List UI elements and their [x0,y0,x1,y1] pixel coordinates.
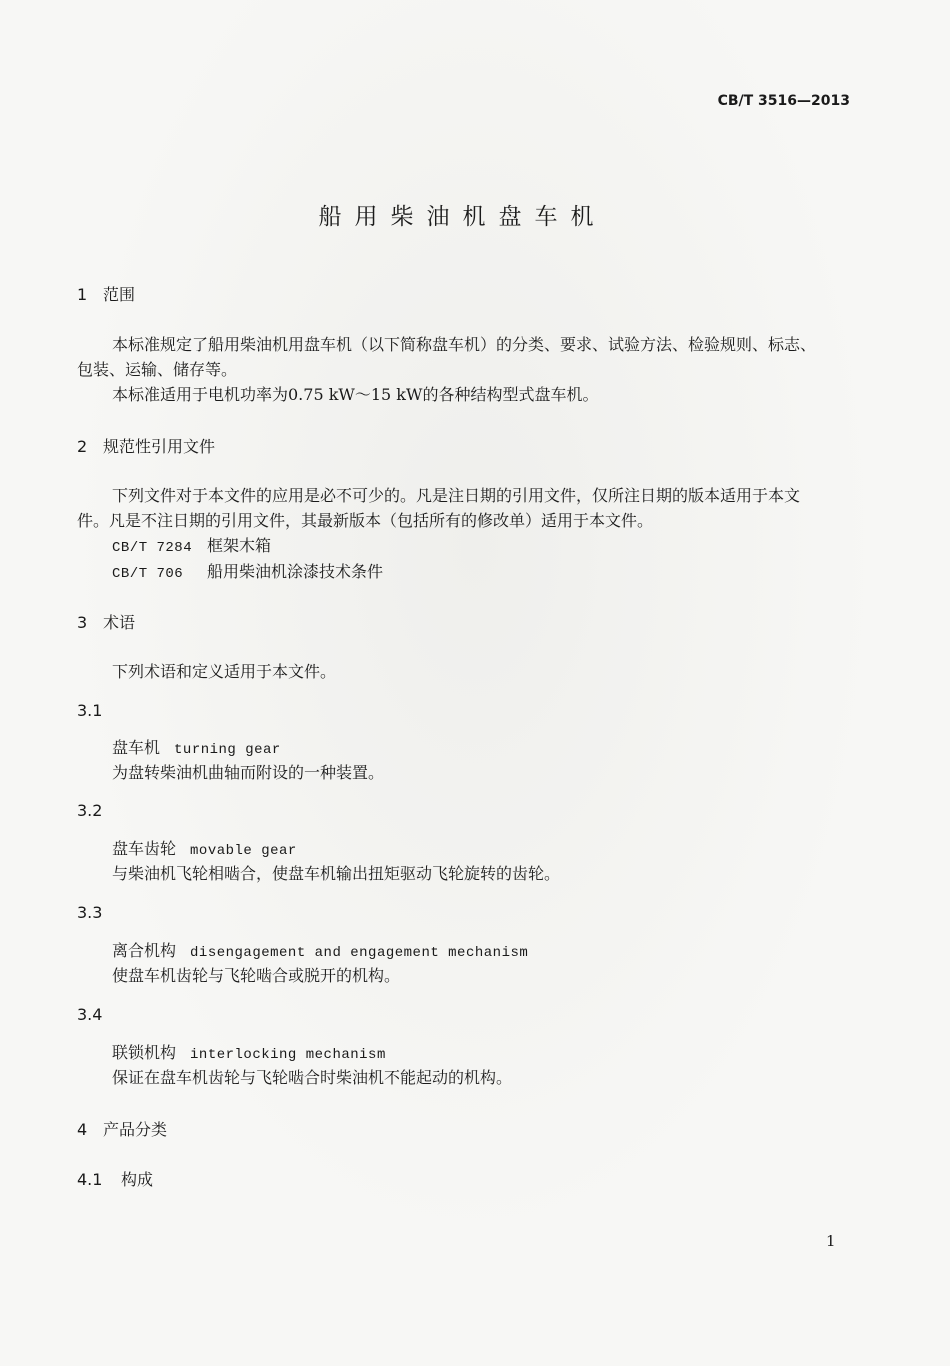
section-title: 范围 [103,285,136,304]
section-number: 1 [77,285,88,304]
paragraph: 本标准适用于电机功率为0.75 kW～15 kW的各种结构型式盘车机。 [112,385,599,404]
term-number: 3.2 [77,801,103,820]
reference-code: CB/T 7284 [112,540,193,556]
reference-item [112,536,271,558]
section-2-heading [77,437,215,457]
paragraph: 本标准规定了船用柴油机用盘车机（以下简称盘车机）的分类、要求、试验方法、检验规则、标志、 [112,335,817,354]
page-number: 1 [826,1232,836,1250]
reference-code: CB/T 706 [112,566,184,582]
term-name [112,738,281,760]
reference-name: 框架木箱 [207,536,272,555]
term-definition: 保证在盘车机齿轮与飞轮啮合时柴油机不能起动的机构。 [112,1068,513,1087]
term-name [112,839,297,861]
term-definition: 为盘转柴油机曲轴而附设的一种装置。 [112,763,385,782]
term-definition: 与柴油机飞轮相啮合，使盘车机输出扭矩驱动飞轮旋转的齿轮。 [112,864,561,883]
section-4-heading [77,1120,167,1140]
section-title: 术语 [103,613,136,632]
term-en: disengagement and engagement mechanism [190,945,529,961]
term-name [112,1043,386,1065]
section-number: 3 [77,613,88,632]
paragraph: 下列术语和定义适用于本文件。 [112,662,337,681]
standard-number: CB/T 3516—2013 [717,93,850,109]
section-1-heading [77,285,135,305]
term-zh: 盘车机 [112,738,161,757]
reference-name: 船用柴油机涂漆技术条件 [207,562,384,581]
document-title: 船用柴油机盘车机 [318,204,607,230]
term-en: interlocking mechanism [190,1047,386,1063]
subsection-4-1-heading [77,1170,153,1190]
term-name [112,941,528,963]
subsection-title: 构成 [121,1170,154,1189]
term-number: 3.1 [77,701,103,720]
section-number: 4 [77,1120,88,1139]
term-number: 3.4 [77,1005,103,1024]
term-zh: 盘车齿轮 [112,839,177,858]
subsection-number: 4.1 [77,1170,103,1189]
section-3-heading [77,613,135,633]
term-definition: 使盘车机齿轮与飞轮啮合或脱开的机构。 [112,966,401,985]
term-number: 3.3 [77,903,103,922]
reference-item [112,562,383,584]
paragraph: 下列文件对于本文件的应用是必不可少的。凡是注日期的引用文件，仅所注日期的版本适用于本文 [112,486,801,505]
term-en: movable gear [190,843,297,859]
term-zh: 联锁机构 [112,1043,177,1062]
term-zh: 离合机构 [112,941,177,960]
paragraph: 包装、运输、储存等。 [77,360,238,379]
section-number: 2 [77,437,88,456]
term-en: turning gear [174,742,281,758]
section-title: 规范性引用文件 [103,437,216,456]
paragraph: 件。凡是不注日期的引用文件，其最新版本（包括所有的修改单）适用于本文件。 [77,511,654,530]
section-title: 产品分类 [103,1120,168,1139]
